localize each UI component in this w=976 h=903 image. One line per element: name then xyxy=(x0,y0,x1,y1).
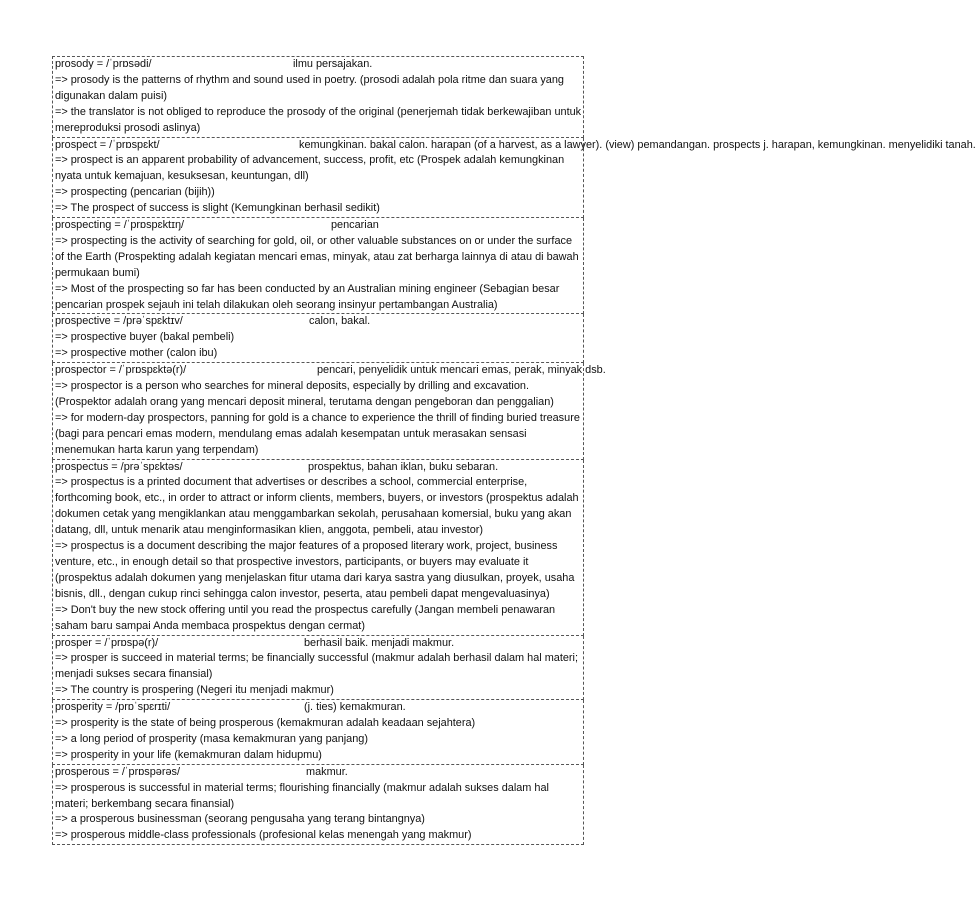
entry-head xyxy=(55,218,582,234)
headword: prosper = /ˈprɒspə(r)/ xyxy=(55,636,159,649)
example-line: => The prospect of success is slight (Kemungkinan berhasil sedikit) xyxy=(55,202,380,215)
entry-head xyxy=(55,700,582,716)
example-line: => prosody is the patterns of rhythm and sound used in poetry. (prosodi adalah pola ritme dan suara yang digunakan dalam puisi) xyxy=(55,73,564,102)
entry-prospecting xyxy=(52,218,584,314)
headword: prospector = /ˈprɒspɛktə(r)/ xyxy=(55,364,187,377)
headword: prosody = /ˈprɒsədi/ xyxy=(55,58,152,70)
headword: prospecting = /ˈprɒspɛktɪŋ/ xyxy=(55,219,185,232)
example-line: => Don't buy the new stock offering until you read the prospectus carefully (Jangan membeli penawaran saham baru sampai Anda membaca prospektus dengan cermat) xyxy=(55,603,556,632)
example-line: => prospectus is a printed document that advertises or describes a school, commercial enterprise, forthcoming book, etc., in order to attract or inform clients, members, buyers, or investors (prospektus adalah dokumen cetak yang mengiklankan atau menggambarkan sekolah, perusahaan komersial, buku yang akan datang, dll, untuk menarik atau menginformasikan klien, anggota, pembeli, atau investor) xyxy=(55,476,579,537)
meaning: (j. ties) kemakmuran. xyxy=(304,701,406,714)
headword: prospectus = /prəˈspɛktəs/ xyxy=(55,460,183,473)
meaning: ilmu persajakan. xyxy=(293,58,373,70)
meaning: prospektus, bahan iklan, buku sebaran. xyxy=(308,460,499,473)
entry-head xyxy=(55,765,582,781)
example-line: => Most of the prospecting so far has been conducted by an Australian mining engineer (Sebagian besar pencarian prospek sejauh ini telah dilakukan oleh seorang insinyur pertambangan Australia) xyxy=(55,282,560,311)
headword: prospective = /prəˈspɛktɪv/ xyxy=(55,315,183,328)
entry-prospectus xyxy=(52,460,584,636)
meaning: calon, bakal. xyxy=(309,315,371,328)
entry-head xyxy=(55,363,606,379)
example-line: => prospecting is the activity of searching for gold, oil, or other valuable substances on or under the surface of the Earth (Prospekting adalah kegiatan mencari emas, minyak, atau zat berharga lainnya di atau di bawah permukaan bumi) xyxy=(55,234,579,279)
entry-head xyxy=(55,57,582,73)
example-line: => prosperity is the state of being prosperous (kemakmuran adalah keadaan sejahtera) xyxy=(55,717,476,730)
example-line: => prospectus is a document describing the major features of a proposed literary work, project, business venture, etc., in enough detail so that prospective investors, participants, or buyers may evaluate it (prospektus adalah dokumen yang menjelaskan fitur utama dari karya sastra yang diusulkan, proyek, usaha bisnis, dll., dengan cukup rinci sehingga calon investor, peserta, atau pembeli dapat mengevaluasinya) xyxy=(55,540,575,600)
entry-prosody xyxy=(52,56,584,138)
dictionary-page xyxy=(52,56,976,845)
meaning: pencari, penyelidik untuk mencari emas, perak, minyak dsb. xyxy=(317,364,606,377)
entry-head xyxy=(55,138,976,154)
example-line: => prospect is an apparent probability of advancement, success, profit, etc (Prospek adalah kemungkinan nyata untuk kemajuan, kesuksesan, keuntungan, dll) xyxy=(55,154,565,183)
entry-prosperity xyxy=(52,700,584,765)
example-line: => prospective mother (calon ibu) xyxy=(55,347,218,360)
meaning: makmur. xyxy=(306,765,348,778)
example-line: => prosperous middle-class professionals (profesional kelas menengah yang makmur) xyxy=(55,829,472,842)
entry-head xyxy=(55,636,582,652)
entry-prosperous xyxy=(52,765,584,846)
example-line: => prosperous is successful in material terms; flourishing financially (makmur adalah sukses dalam hal materi; berkembang secara finansial) xyxy=(55,781,549,810)
example-line: => prosper is succeed in material terms; be financially successful (makmur adalah berhasil dalam hal materi; menjadi sukses secara finansial) xyxy=(55,652,578,681)
headword: prosperity = /prɒˈspɛrɪti/ xyxy=(55,701,171,714)
example-line: => a long period of prosperity (masa kemakmuran yang panjang) xyxy=(55,732,368,745)
meaning: berhasil baik. menjadi makmur. xyxy=(304,636,455,649)
entry-prospective xyxy=(52,314,584,363)
entry-prospector xyxy=(52,363,606,459)
entry-head xyxy=(55,460,582,476)
example-line: => a prosperous businessman (seorang pengusaha yang terang bintangnya) xyxy=(55,813,425,826)
entry-prosper xyxy=(52,636,584,701)
example-line: => for modern-day prospectors, panning for gold is a chance to experience the thrill of finding buried treasure (bagi para pencari emas modern, mendulang emas adalah kesempatan untuk merasakan sensasi menemukan harta karun yang terpendam) xyxy=(55,411,580,456)
meaning: kemungkinan. bakal calon. harapan (of a harvest, as a lawyer). (view) pemandangan. prospects j. harapan, kemungkinan. menyelidiki tanah. xyxy=(299,138,976,151)
example-line: => prospective buyer (bakal pembeli) xyxy=(55,331,235,344)
entry-head xyxy=(55,314,582,330)
entry-prospect xyxy=(52,138,976,219)
example-line: => prospector is a person who searches for mineral deposits, especially by drilling and excavation. (Prospektor adalah orang yang mencari deposit mineral, terutama dengan pengeboran dan penggalian) xyxy=(55,380,554,408)
example-line: => prospecting (pencarian (bijih)) xyxy=(55,186,215,199)
headword: prospect = /ˈprɒspɛkt/ xyxy=(55,138,160,151)
example-line: => prosperity in your life (kemakmuran dalam hidupmu) xyxy=(55,748,322,761)
meaning: pencarian xyxy=(331,219,379,232)
example-line: => the translator is not obliged to reproduce the prosody of the original (penerjemah tidak berkewajiban untuk mereproduksi prosodi aslinya) xyxy=(55,105,582,134)
headword: prosperous = /ˈprɒspərəs/ xyxy=(55,765,181,778)
example-line: => The country is prospering (Negeri itu menjadi makmur) xyxy=(55,684,334,697)
